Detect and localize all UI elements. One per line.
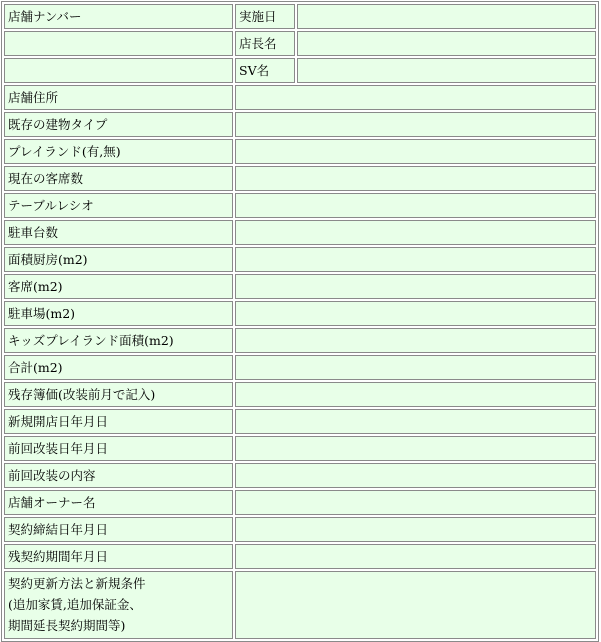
row-value-field[interactable] (235, 166, 596, 191)
row-value-field[interactable] (235, 409, 596, 434)
table-row (4, 409, 596, 434)
implementation-date-label: 実施日 (235, 4, 295, 29)
row-label: テーブルレシオ (4, 193, 233, 218)
sv-name-label: SV名 (235, 58, 295, 83)
row-label: 現在の客席数 (4, 166, 233, 191)
table-row (4, 274, 596, 299)
row-value-field[interactable] (235, 355, 596, 380)
table-row (4, 220, 596, 245)
row-label: プレイランド(有,無) (4, 139, 233, 164)
table-row (4, 112, 596, 137)
row-value-field[interactable] (235, 436, 596, 461)
row-label: 契約締結日年月日 (4, 517, 233, 542)
row-value-field[interactable] (235, 112, 596, 137)
table-row (4, 247, 596, 272)
row-value-field[interactable] (235, 247, 596, 272)
row-value-field[interactable] (235, 85, 596, 110)
row-label: 面積厨房(m2) (4, 247, 233, 272)
row-label: キッズプレイランド面積(m2) (4, 328, 233, 353)
row-label: 新規開店日年月日 (4, 409, 233, 434)
store-number-label: 店舗ナンバー (4, 4, 233, 29)
row-value-field[interactable] (235, 193, 596, 218)
row-value-field[interactable] (235, 328, 596, 353)
table-row (4, 328, 596, 353)
table-row (4, 31, 596, 56)
table-row (4, 166, 596, 191)
row-label: 残契約期間年月日 (4, 544, 233, 569)
row-label: 駐車台数 (4, 220, 233, 245)
row-value-field[interactable] (235, 382, 596, 407)
store-manager-field[interactable] (297, 31, 596, 56)
store-number-field[interactable] (4, 31, 233, 56)
table-row (4, 301, 596, 326)
table-row (4, 193, 596, 218)
table-row (4, 463, 596, 488)
table-row (4, 544, 596, 569)
table-row (4, 436, 596, 461)
sv-name-field[interactable] (297, 58, 596, 83)
table-row (4, 517, 596, 542)
table-row (4, 490, 596, 515)
table-row (4, 85, 596, 110)
table-row (4, 355, 596, 380)
table-row (4, 4, 596, 29)
row-label: 店舗住所 (4, 85, 233, 110)
row-label: 既存の建物タイプ (4, 112, 233, 137)
table-row (4, 571, 596, 639)
row-value-field[interactable] (235, 463, 596, 488)
row-value-field[interactable] (235, 220, 596, 245)
row-label: 前回改装の内容 (4, 463, 233, 488)
store-manager-label: 店長名 (235, 31, 295, 56)
row-value-field[interactable] (235, 517, 596, 542)
row-label: 残存簿価(改装前月で記入) (4, 382, 233, 407)
table-row (4, 58, 596, 83)
implementation-date-field[interactable] (297, 4, 596, 29)
row-label: 前回改装日年月日 (4, 436, 233, 461)
row-value-field[interactable] (235, 490, 596, 515)
table-row (4, 139, 596, 164)
table-row (4, 382, 596, 407)
row-value-field[interactable] (235, 544, 596, 569)
row-label: 店舗オーナー名 (4, 490, 233, 515)
row-value-field[interactable] (235, 139, 596, 164)
row-label: 駐車場(m2) (4, 301, 233, 326)
row-value-field[interactable] (235, 274, 596, 299)
row-label: 合計(m2) (4, 355, 233, 380)
row-value-field[interactable] (235, 301, 596, 326)
contract-renewal-field[interactable] (235, 571, 596, 639)
store-number-field-extra[interactable] (4, 58, 233, 83)
contract-renewal-label: 契約更新方法と新規条件 (追加家賃,追加保証金、 期間延長契約期間等) (4, 571, 233, 639)
row-label: 客席(m2) (4, 274, 233, 299)
store-info-form-table (1, 1, 599, 642)
